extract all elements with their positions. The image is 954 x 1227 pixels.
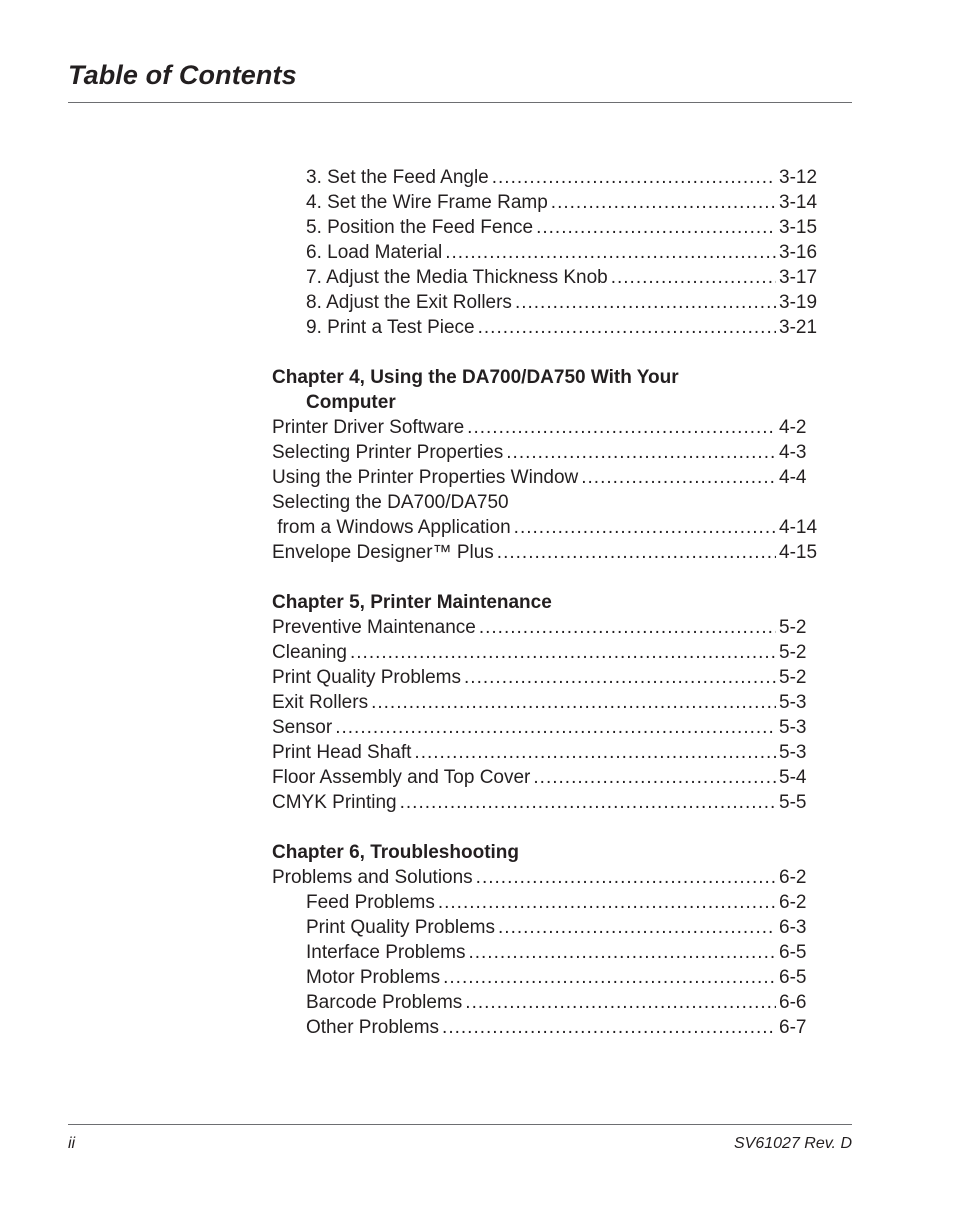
toc-entry[interactable]: [272, 865, 809, 890]
footer-rule: [68, 1124, 852, 1125]
toc-entry-label: Barcode Problems: [306, 992, 463, 1013]
toc-entry-label: Interface Problems: [306, 942, 466, 963]
toc-entry-label: Motor Problems: [306, 967, 441, 988]
chapter-heading[interactable]: Chapter 4, Using the DA700/DA750 With Your: [272, 367, 679, 388]
toc-entry[interactable]: [272, 290, 821, 315]
toc-entry-label: 7. Adjust the Media Thickness Knob: [306, 267, 608, 288]
toc-entry-page: 6-2: [779, 867, 807, 888]
dot-leader: [533, 765, 776, 790]
toc-entry-label: Using the Printer Properties Window: [272, 467, 579, 488]
chapter-6-section: [272, 840, 809, 1040]
dot-leader: [445, 240, 776, 265]
dot-leader: [350, 640, 776, 665]
document-id: SV61027 Rev. D: [734, 1135, 852, 1152]
toc-entry-page: 5-3: [779, 742, 807, 763]
toc-entry[interactable]: [272, 190, 821, 215]
toc-entry-label: 5. Position the Feed Fence: [306, 217, 534, 238]
toc-entry-label: 4. Set the Wire Frame Ramp: [306, 192, 548, 213]
chapter-heading[interactable]: Chapter 5, Printer Maintenance: [272, 592, 552, 613]
toc-entry[interactable]: [272, 415, 809, 440]
toc-entry[interactable]: [272, 915, 809, 940]
toc-entry-page: 3-12: [779, 167, 818, 188]
chapter-heading-continuation[interactable]: Computer: [306, 392, 396, 413]
page-title: Table of Contents: [68, 60, 297, 90]
toc-entry[interactable]: [272, 740, 809, 765]
toc-entry[interactable]: [272, 965, 809, 990]
chapter-heading[interactable]: Chapter 6, Troubleshooting: [272, 842, 520, 863]
toc-entry-page: 3-15: [779, 217, 818, 238]
dot-leader: [498, 915, 776, 940]
toc-entry-page: 5-3: [779, 717, 807, 738]
toc-entry-page: 6-5: [779, 967, 807, 988]
dot-leader: [400, 790, 776, 815]
toc-entry-page: 3-14: [779, 192, 818, 213]
dot-leader: [515, 290, 776, 315]
toc-entry-label: Envelope Designer™ Plus: [272, 542, 494, 563]
toc-entry-page: 5-2: [779, 642, 807, 663]
dot-leader: [443, 965, 776, 990]
dot-leader: [611, 265, 776, 290]
toc-entry[interactable]: [272, 940, 809, 965]
toc-entry-page: 5-2: [779, 667, 807, 688]
toc-entry-page: 6-5: [779, 942, 807, 963]
header-rule: [68, 102, 852, 103]
toc-entry[interactable]: [272, 640, 809, 665]
dot-leader: [536, 215, 776, 240]
toc-entry[interactable]: [272, 690, 809, 715]
toc-entry-label: Floor Assembly and Top Cover: [272, 767, 531, 788]
toc-entry[interactable]: [272, 615, 809, 640]
dot-leader: [476, 865, 776, 890]
toc-entry[interactable]: [272, 890, 809, 915]
toc-entry-label: 3. Set the Feed Angle: [306, 167, 489, 188]
toc-entry[interactable]: [272, 315, 821, 340]
toc-entry[interactable]: [272, 440, 809, 465]
toc-entry[interactable]: [272, 465, 809, 490]
toc-entry-label-line1[interactable]: Selecting the DA700/DA750: [272, 492, 509, 513]
chapter-4-section: [272, 365, 821, 565]
dot-leader: [478, 315, 776, 340]
dot-leader: [551, 190, 776, 215]
toc-entry[interactable]: [272, 665, 809, 690]
toc-entry[interactable]: [272, 790, 809, 815]
toc-entry-page: 4-3: [779, 442, 807, 463]
toc-entry-page: 5-2: [779, 617, 807, 638]
toc-entry[interactable]: [272, 265, 821, 290]
toc-entry-page: 5-5: [779, 792, 807, 813]
dot-leader: [506, 440, 776, 465]
dot-leader: [514, 515, 776, 540]
chapter-3-section: [272, 165, 821, 340]
toc-entry-page: 6-7: [779, 1017, 807, 1038]
toc-entry-label: CMYK Printing: [272, 792, 397, 813]
toc-entry-label: Selecting Printer Properties: [272, 442, 504, 463]
toc-entry-label: Exit Rollers: [272, 692, 369, 713]
dot-leader: [492, 165, 776, 190]
toc-entry[interactable]: [272, 165, 821, 190]
toc-entry-label: Printer Driver Software: [272, 417, 465, 438]
toc-entry[interactable]: [272, 715, 809, 740]
dot-leader: [465, 990, 776, 1015]
dot-leader: [371, 690, 776, 715]
page-number: ii: [68, 1135, 76, 1152]
toc-entry-page: 4-4: [779, 467, 807, 488]
dot-leader: [467, 415, 776, 440]
toc-entry-label: Print Head Shaft: [272, 742, 412, 763]
dot-leader: [479, 615, 776, 640]
toc-entry-page: 6-2: [779, 892, 807, 913]
dot-leader: [464, 665, 776, 690]
toc-entry-label: 9. Print a Test Piece: [306, 317, 475, 338]
dot-leader: [414, 740, 776, 765]
toc-entry-page: 4-2: [779, 417, 807, 438]
toc-entry-page: 4-14: [779, 517, 818, 538]
dot-leader: [468, 940, 776, 965]
toc-entry-label: Problems and Solutions: [272, 867, 473, 888]
toc-entry-label: from a Windows Application: [272, 517, 511, 538]
toc-entry[interactable]: [272, 990, 809, 1015]
toc-entry-page: 3-19: [779, 292, 818, 313]
toc-entry-page: 3-17: [779, 267, 818, 288]
toc-entry-page: 4-15: [779, 542, 818, 563]
toc-entry-label: Other Problems: [306, 1017, 440, 1038]
dot-leader: [438, 890, 776, 915]
chapter-5-section: [272, 590, 809, 815]
toc-entry[interactable]: [272, 240, 821, 265]
toc-entry-label: Preventive Maintenance: [272, 617, 476, 638]
toc-entry-page: 3-16: [779, 242, 818, 263]
table-of-contents: [272, 165, 832, 1065]
toc-entry-label: Print Quality Problems: [306, 917, 496, 938]
toc-entry[interactable]: [272, 1015, 809, 1040]
toc-entry-label: 8. Adjust the Exit Rollers: [306, 292, 512, 313]
toc-entry[interactable]: [272, 540, 821, 565]
toc-entry-label: Feed Problems: [306, 892, 435, 913]
toc-entry-label: Sensor: [272, 717, 333, 738]
toc-entry-label: 6. Load Material: [306, 242, 443, 263]
toc-entry-page: 5-4: [779, 767, 807, 788]
toc-entry-page: 6-3: [779, 917, 807, 938]
toc-entry-page: 5-3: [779, 692, 807, 713]
dot-leader: [581, 465, 776, 490]
toc-entry-page: 3-21: [779, 317, 818, 338]
dot-leader: [442, 1015, 776, 1040]
dot-leader: [335, 715, 776, 740]
toc-entry-label: Cleaning: [272, 642, 347, 663]
dot-leader: [497, 540, 776, 565]
toc-entry[interactable]: [272, 215, 821, 240]
toc-entry-label: Print Quality Problems: [272, 667, 462, 688]
toc-entry[interactable]: [272, 765, 809, 790]
toc-entry[interactable]: [272, 515, 821, 540]
toc-entry-page: 6-6: [779, 992, 807, 1013]
